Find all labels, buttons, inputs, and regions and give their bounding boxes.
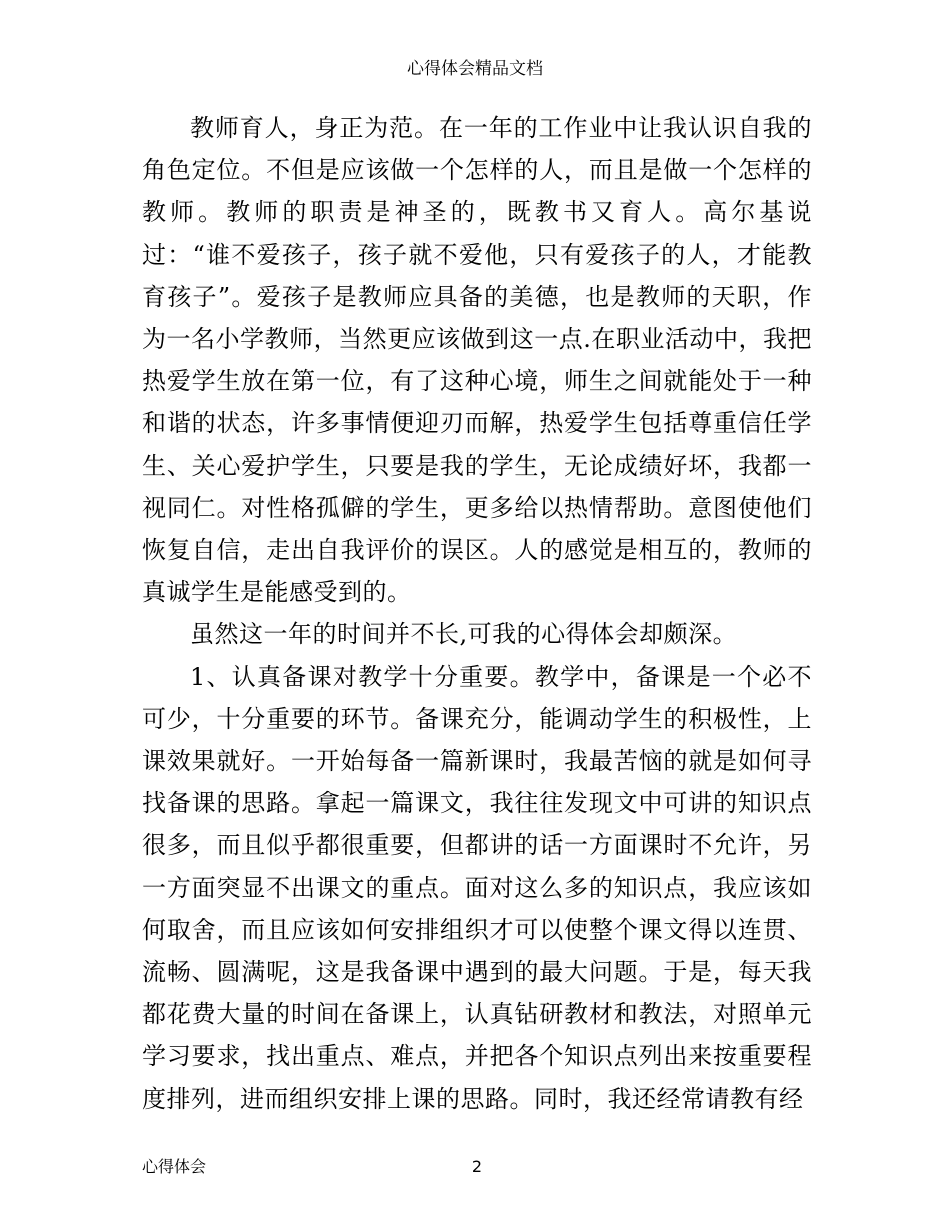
paragraph-reflection-intro: 虽然这一年的时间并不长,可我的心得体会却颇深。 — [190, 620, 738, 649]
page-footer — [142, 1156, 812, 1178]
header-title: 心得体会精品文档 — [407, 59, 543, 79]
footer-label: 心得体会 — [142, 1157, 207, 1176]
document-body — [142, 107, 812, 1120]
page-number: 2 — [471, 1157, 483, 1176]
paragraph-lesson-preparation: 1、认真备课对教学十分重要。教学中，备课是一个必不可少，十分重要的环节。备课充分，能调动学生的积极性，上课效果就好。一开始每备一篇新课时，我最苦恼的就是如何寻找备课的思路。拿起一篇课文，我往往发现文中可讲的知识点很多，而且似乎都很重要，但都讲的话一方面课时不允许，另一方面突显不出课文的重点。面对这么多的知识点，我应该如何取舍，而且应该如何安排组织才可以使整个课文得以连贯、流畅、圆满呢，这是我备课中遇到的最大问题。于是，每天我都花费大量的时间在备课上，认真钻研教材和教法，对照单元学习要求，找出重点、难点，并把各个知识点列出来按重要程度排列，进而组织安排上课的思路。同时，我还经常请教有经 — [142, 662, 812, 1113]
paragraph-teacher-role: 教师育人，身正为范。在一年的工作业中让我认识自我的角色定位。不但是应该做一个怎样的人，而且是做一个怎样的教师。教师的职责是神圣的，既教书又育人。高尔基说过：“谁不爱孩子，孩子就不爱他，只有爱孩子的人，才能教育孩子”。爱孩子是教师应具备的美德，也是教师的天职，作为一名小学教师，当然更应该做到这一点.在职业活动中，我把热爱学生放在第一位，有了这种心境，师生之间就能处于一种和谐的状态，许多事情便迎刃而解，热爱学生包括尊重信任学生、关心爱护学生，只要是我的学生，无论成绩好坏，我都一视同仁。对性格孤僻的学生，更多给以热情帮助。意图使他们恢复自信，走出自我评价的误区。人的感觉是相互的，教师的真诚学生是能感受到的。 — [142, 114, 812, 607]
page-header — [0, 58, 950, 80]
